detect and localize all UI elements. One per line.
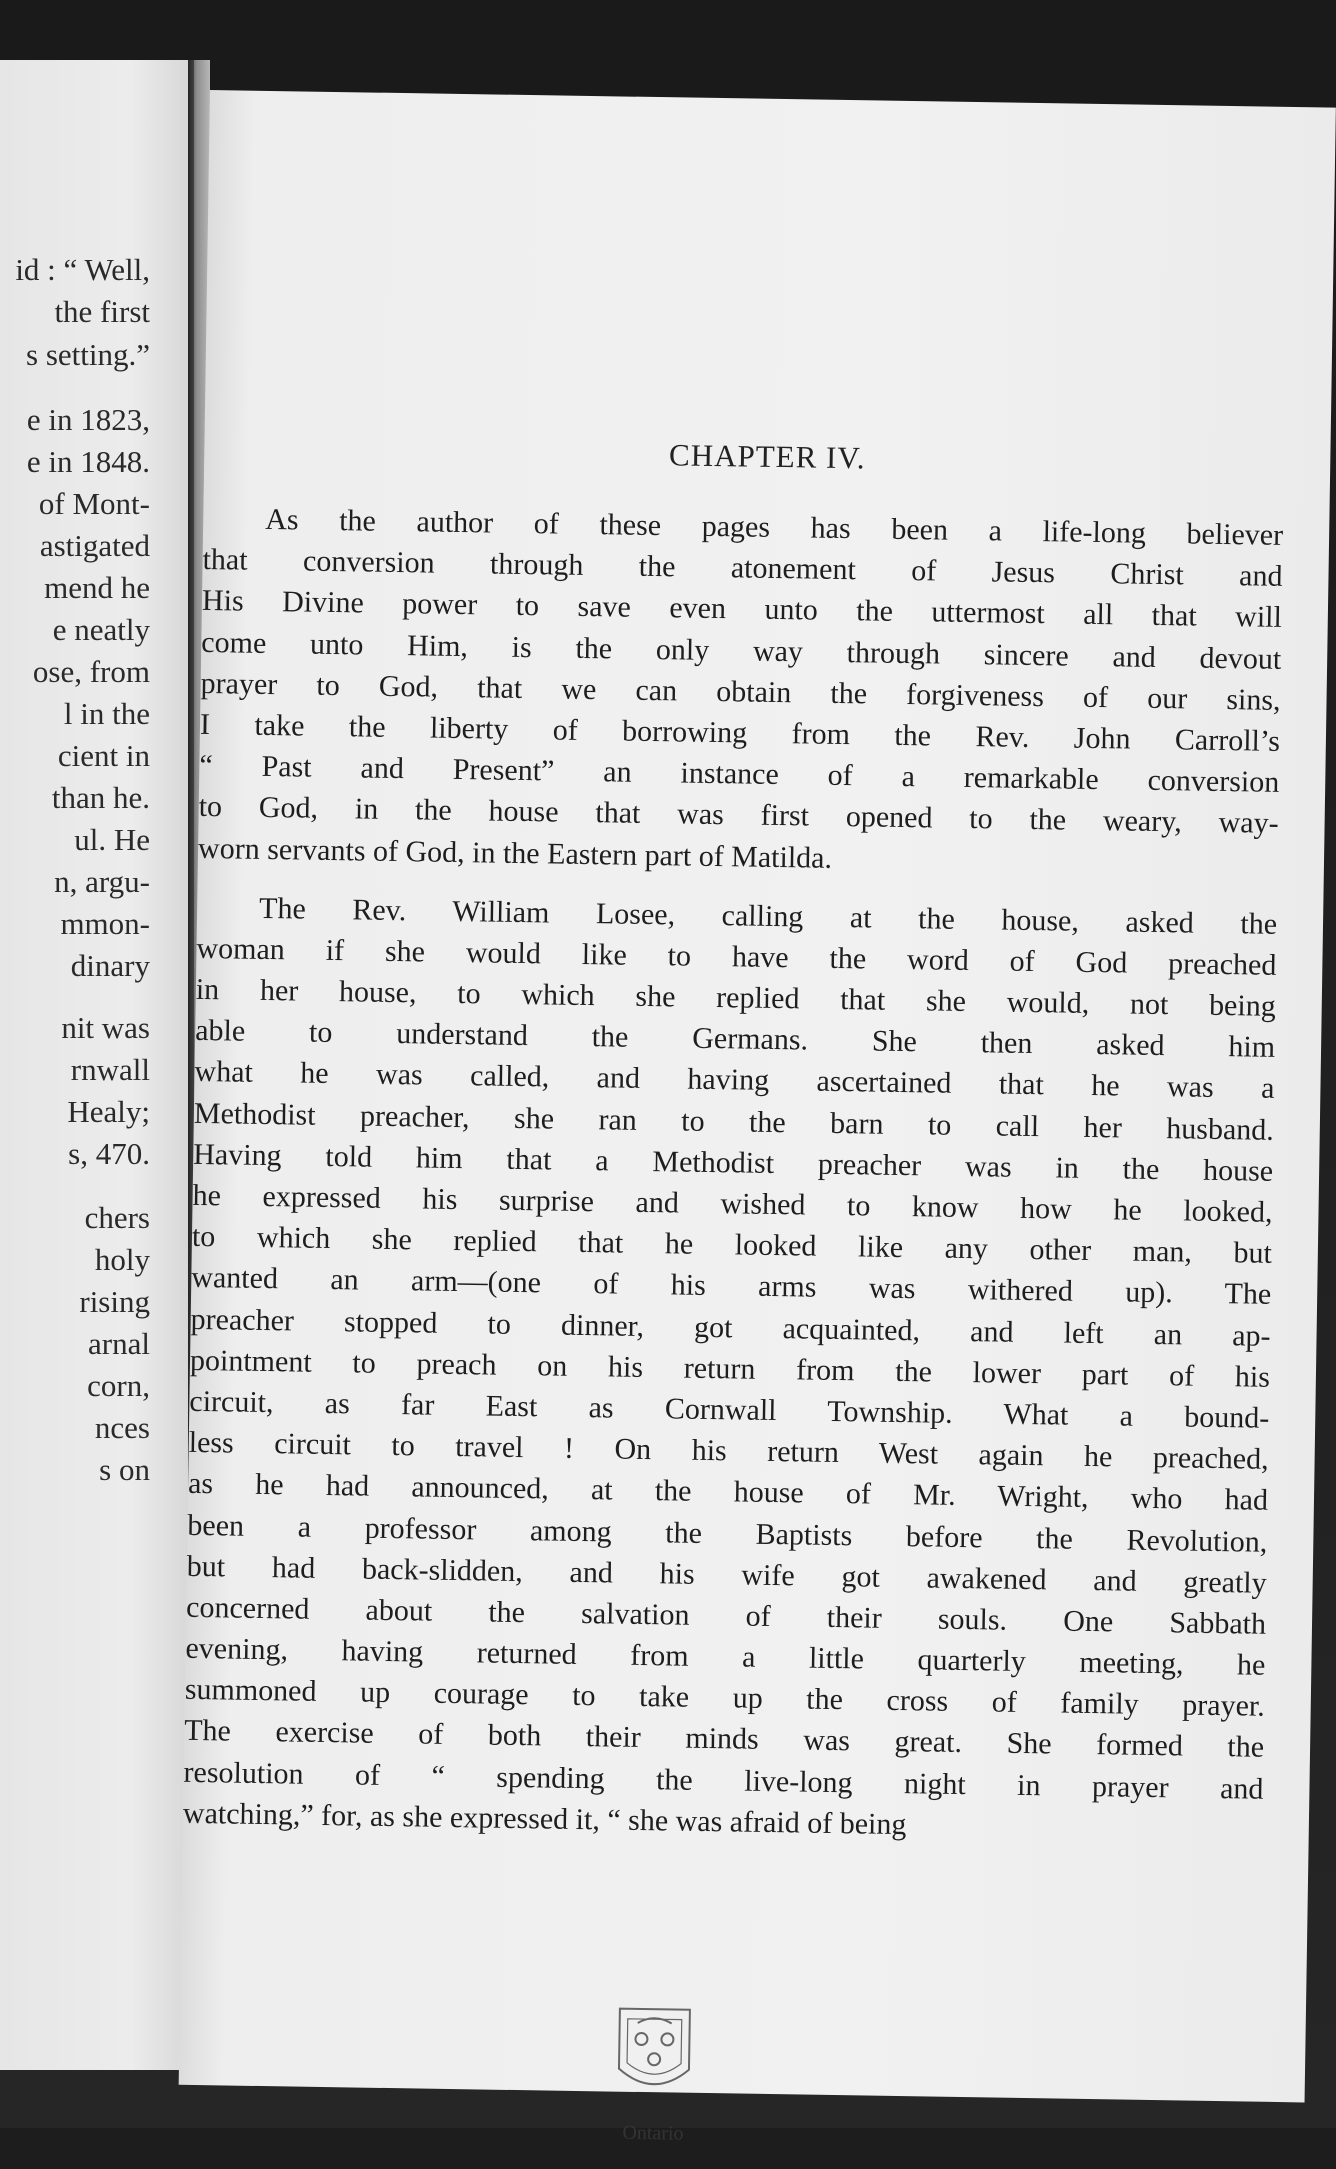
paragraph-line: worn servants of God, in the Eastern part of Matilda.	[197, 831, 833, 875]
paragraph-line: woman if she would like to have the word of God preached	[196, 931, 1277, 982]
paragraph-line: but had back-slidden, and his wife got awakened and greatly	[186, 1549, 1267, 1600]
paragraph-line: come unto Him, is the only way through sincere and devout	[201, 625, 1282, 676]
paragraph-line: The exercise of both their minds was great. She formed the	[183, 1714, 1265, 1765]
paragraph-line: preacher stopped to dinner, got acquainted, and left an ap-	[190, 1302, 1271, 1353]
paragraph-line: resolution of “ spending the live-long night in prayer and	[183, 1755, 1264, 1806]
left-page-line: ul. He	[74, 822, 150, 857]
left-page-line: e neatly	[52, 612, 150, 647]
paragraph-line: what he was called, and having ascertained that he was a	[194, 1055, 1275, 1106]
left-page-line: s on	[99, 1452, 150, 1487]
left-page-line: corn,	[87, 1368, 150, 1403]
left-page-line: the first	[54, 294, 150, 329]
right-page	[179, 90, 1336, 2145]
left-page-line: e in 1848.	[26, 444, 150, 479]
paragraph-line: As the author of these pages has been a life-long believer	[265, 502, 1284, 552]
paragraph-line: evening, having returned from a little quarterly meeting, he	[185, 1631, 1266, 1682]
paragraph-line: concerned about the salvation of their souls. One Sabbath	[185, 1590, 1267, 1641]
paragraph-line: watching,” for, as she expressed it, “ she was afraid of being	[182, 1796, 907, 1841]
paragraph-line: to God, in the house that was first opened to the weary, way-	[198, 790, 1279, 841]
paragraph-line: His Divine power to save even unto the uttermost all that will	[201, 584, 1283, 635]
library-stamp-seal	[548, 1938, 761, 2161]
left-page-line: rising	[79, 1284, 150, 1319]
left-page-line: chers	[84, 1200, 150, 1235]
paragraph-line: summoned up courage to take up the cross of family prayer.	[184, 1673, 1265, 1724]
paragraph-line: Methodist preacher, she ran to the barn to call her husband.	[193, 1096, 1275, 1147]
paragraph-line: The Rev. William Losee, calling at the house, asked the	[258, 891, 1278, 941]
left-page-line: than he.	[51, 780, 150, 815]
paragraph-line: I take the liberty of borrowing from the Rev. John Carroll’s	[199, 707, 1281, 758]
stamp-sub-text: Ontario	[622, 2121, 684, 2145]
left-page-line: id : “ Well,	[15, 252, 150, 287]
left-page-line: cient in	[57, 738, 150, 773]
left-page-line: dinary	[70, 948, 150, 983]
paragraph	[198, 498, 1284, 886]
left-page-line: mmon-	[60, 906, 150, 941]
paragraph-line: he expressed his surprise and wished to know how he looked,	[192, 1178, 1273, 1229]
left-page-line: mend he	[44, 570, 150, 605]
left-page-line: nit was	[61, 1010, 150, 1045]
chapter-title: CHAPTER IV.	[668, 437, 866, 476]
left-page-line: holy	[94, 1242, 150, 1277]
paragraph-line: pointment to preach on his return from the lower part of his	[189, 1343, 1271, 1394]
left-page-line: ose, from	[32, 654, 150, 689]
paragraph-line: to which she replied that he looked like any other man, but	[191, 1220, 1273, 1271]
paragraph-line: been a professor among the Baptists before the Revolution,	[187, 1508, 1268, 1559]
paragraph-line: as he had announced, at the house of Mr. Wright, who had	[187, 1467, 1269, 1518]
left-page-fragment	[0, 60, 188, 2070]
left-page-line: nces	[94, 1410, 150, 1445]
paragraph	[183, 887, 1278, 1851]
paragraph-line: Having told him that a Methodist preacher was in the house	[193, 1137, 1274, 1188]
left-page-line: e in 1823,	[26, 402, 150, 437]
left-page-line: rnwall	[70, 1052, 150, 1087]
left-page-line: arnal	[88, 1326, 150, 1361]
paragraph-line: in her house, to which she replied that she would, not being	[195, 972, 1276, 1023]
left-page-line: s, 470.	[68, 1136, 150, 1171]
left-page-line: s setting.”	[26, 337, 150, 372]
paragraph-line: circuit, as far East as Cornwall Township. What a bound-	[189, 1384, 1270, 1435]
chapter-body	[183, 498, 1284, 1851]
left-page-line: Healy;	[67, 1094, 150, 1129]
paragraph-line: able to understand the Germans. She then asked him	[194, 1014, 1276, 1065]
left-page-line: l in the	[63, 696, 150, 731]
left-page-line: astigated	[39, 528, 150, 563]
left-page-line: of Mont-	[38, 486, 150, 521]
paragraph-line: prayer to God, that we can obtain the forgiveness of our sins,	[200, 666, 1281, 717]
left-page-line: n, argu-	[54, 864, 150, 899]
paragraph-line: less circuit to travel ! On his return West again he preached,	[188, 1425, 1269, 1476]
paragraph-line: that conversion through the atonement of Jesus Christ and	[202, 543, 1283, 594]
paragraph-line: wanted an arm—(one of his arms was withered up). The	[191, 1261, 1272, 1312]
paragraph-line: “ Past and Present” an instance of a remarkable conversion	[199, 749, 1280, 800]
